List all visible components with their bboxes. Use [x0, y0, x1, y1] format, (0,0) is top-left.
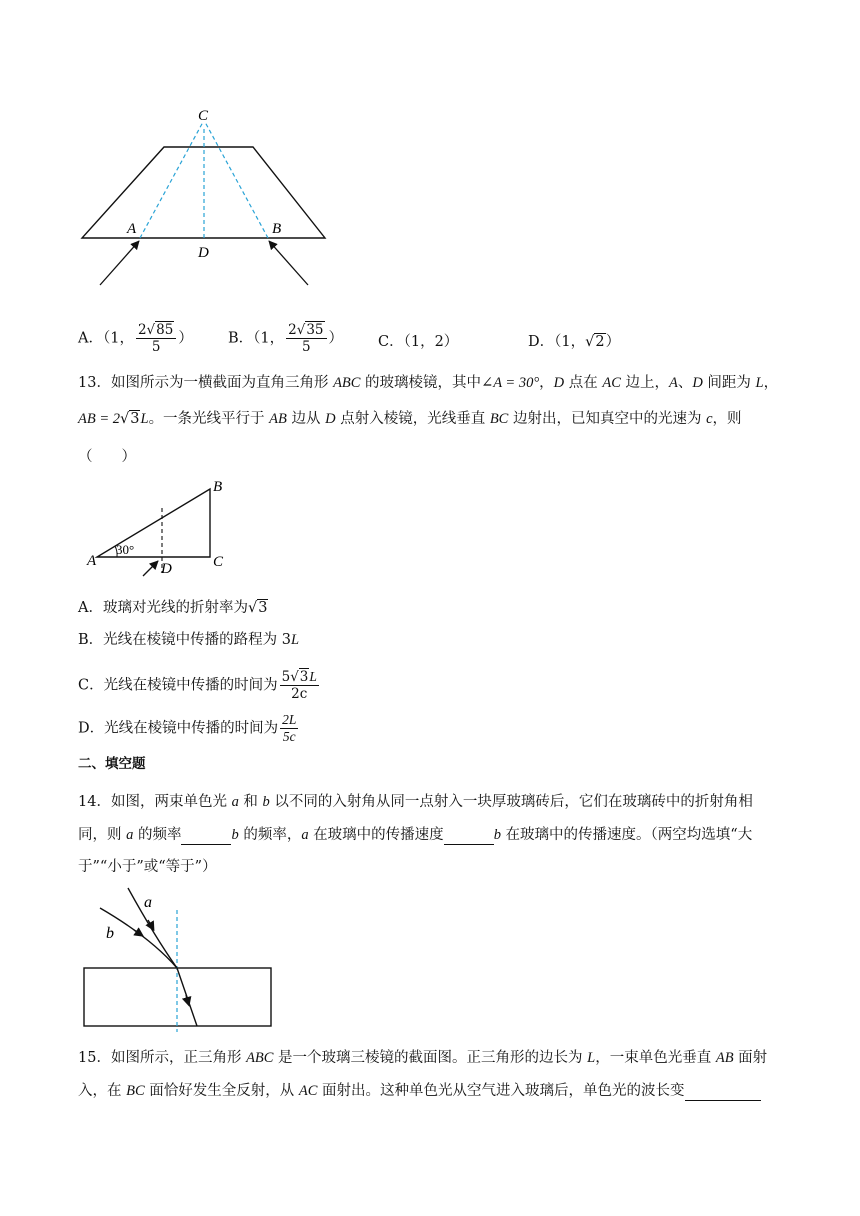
label-A: A — [127, 221, 137, 237]
label-B: B — [213, 479, 223, 495]
label-a: a — [144, 894, 152, 911]
q14-line1: 14．如图，两束单色光 a 和 b 以不同的入射角从同一点射入一块厚玻璃砖后，它们在玻璃砖中的折射角相 — [78, 794, 753, 810]
label-C: C — [198, 108, 209, 124]
figure-q13 — [85, 478, 245, 583]
label-D: D — [198, 245, 209, 261]
right-triangle — [97, 489, 210, 557]
q14-blank-1[interactable] — [181, 828, 231, 845]
label-A: A — [87, 553, 97, 569]
q12-option-a: A．（1， $\frac{2√85}{5}$ ） — [78, 322, 193, 355]
q14-line3: 于”“小于”或“等于”） — [78, 859, 217, 875]
q12-option-c: C．（1，2） — [378, 334, 459, 350]
figure-q14 — [80, 882, 280, 1032]
label-b: b — [106, 925, 114, 942]
q13-option-c: C．光线在棱镜中传播的时间为 $\frac{5√3L}{2c}$ — [78, 669, 317, 702]
q13-option-b: B．光线在棱镜中传播的路程为 3L — [78, 632, 300, 648]
q14-blank-2[interactable] — [444, 828, 494, 845]
q15-blank[interactable] — [685, 1084, 761, 1101]
label-B: B — [272, 221, 282, 237]
q13-option-a: A．玻璃对光线的折射率为√3 — [78, 600, 268, 616]
q15-line1: 15．如图所示，正三角形 ABC 是一个玻璃三棱镜的截面图。正三角形的边长为 L，一束单色光垂直 AB 面射 — [78, 1050, 768, 1066]
label-C: C — [213, 554, 224, 570]
q12-option-b: B．（1， $\frac{2√35}{5}$ ） — [228, 322, 344, 355]
q15-line2: 入，在 BC 面恰好发生全反射，从 AC 面射出。这种单色光从空气进入玻璃后，单色光的波长变 — [78, 1081, 761, 1101]
label-D: D — [161, 561, 172, 577]
figure-q12 — [70, 100, 350, 300]
q12-option-d: D．（1，√2） — [528, 334, 621, 350]
angle-label: 30° — [116, 542, 135, 557]
q13-answer-paren: （ ） — [78, 449, 136, 465]
section-heading: 二、填空题 — [78, 756, 146, 772]
q14-line2: 同，则 a 的频率 b 的频率，a 在玻璃中的传播速度 b 在玻璃中的传播速度。（两空均选填“大 — [78, 827, 753, 843]
q13-option-d: D．光线在棱镜中传播的时间为 $\frac{2L}{5c}$ — [78, 712, 297, 744]
q13-line1: 13．如图所示为一横截面为直角三角形 ABC 的玻璃棱镜，其中∠A = 30°，D 点在 AC 边上，A、D 间距为 L， — [78, 375, 779, 391]
q13-line2: AB = 2√3L。一条光线平行于 AB 边从 D 点射入棱镜，光线垂直 BC 边射出，已知真空中的光速为 c，则 — [78, 411, 742, 427]
